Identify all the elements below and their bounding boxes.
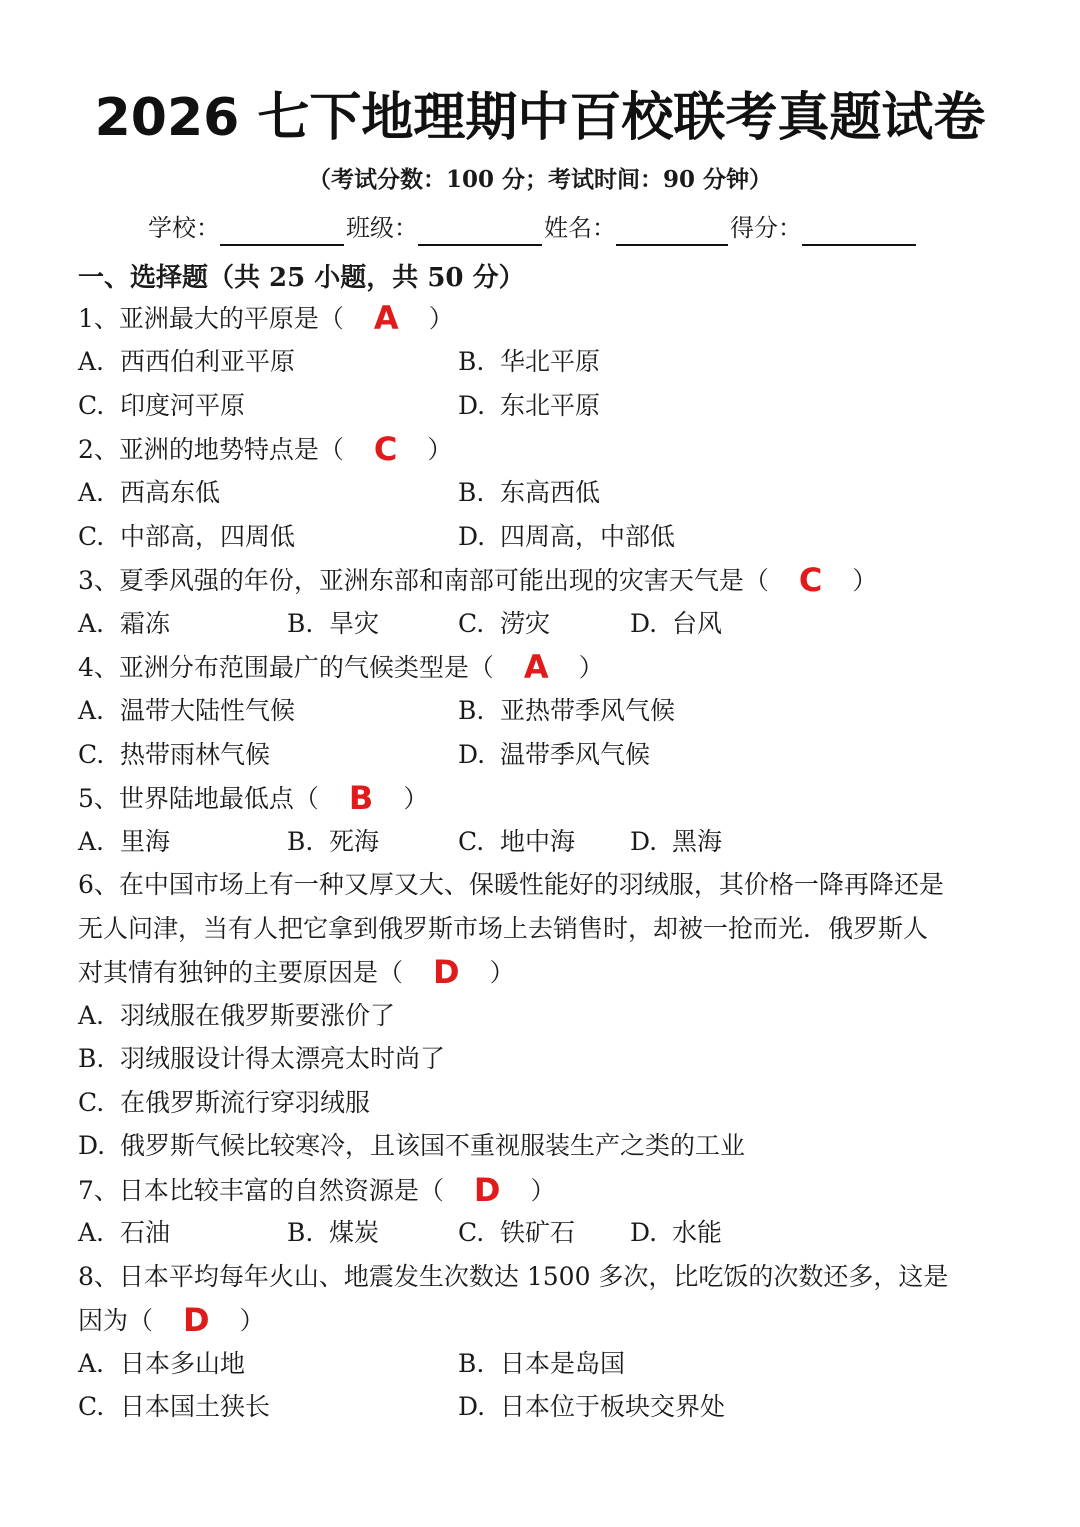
question-stem xyxy=(78,429,452,470)
option-key: C. xyxy=(78,740,105,769)
score-blank[interactable] xyxy=(802,218,916,246)
option-text: 霜冻 xyxy=(120,609,171,638)
option-d xyxy=(458,735,650,775)
stem-text: 7、日本比较丰富的自然资源是（ xyxy=(78,1176,444,1205)
section-title: 一、选择题（共 25 小题，共 50 分） xyxy=(78,263,525,293)
option-d xyxy=(630,822,722,862)
option-text: 羽绒服设计得太漂亮太时尚了 xyxy=(120,1044,446,1073)
answer-mark: A xyxy=(523,648,549,686)
stem-close: ） xyxy=(852,566,878,595)
option-text: 西西伯利亚平原 xyxy=(120,347,296,376)
option-key: B. xyxy=(287,609,314,638)
stem-close: ） xyxy=(530,1176,556,1205)
option-key: D. xyxy=(458,391,486,420)
answer-mark: D xyxy=(473,1171,501,1209)
option-text: 西高东低 xyxy=(120,478,221,507)
option-c xyxy=(458,1213,575,1253)
option-c xyxy=(78,735,270,775)
option-key: B. xyxy=(287,827,314,856)
option-key: B. xyxy=(458,347,485,376)
option-key: A. xyxy=(78,1349,105,1378)
option-b xyxy=(458,473,600,513)
option-text: 亚热带季风气候 xyxy=(500,696,676,725)
option-key: D. xyxy=(78,1131,106,1160)
option-key: A. xyxy=(78,347,105,376)
option-text: 羽绒服在俄罗斯要涨价了 xyxy=(120,1001,396,1030)
question-stem xyxy=(78,647,604,688)
stem-close: ） xyxy=(239,1306,265,1335)
option-d xyxy=(458,517,675,557)
option-a xyxy=(78,691,295,731)
option-text: 日本国土狭长 xyxy=(120,1392,271,1421)
option-key: C. xyxy=(78,522,105,551)
question-stem-line: 6、在中国市场上有一种又厚又大、保暖性能好的羽绒服，其价格一降再降还是 xyxy=(78,870,944,899)
option-d xyxy=(630,604,722,644)
answer-mark: A xyxy=(373,299,399,337)
option-d xyxy=(630,1213,722,1253)
option-key: A. xyxy=(78,478,105,507)
exam-title: 2026 七下地理期中百校联考真题试卷 xyxy=(94,88,986,148)
option-key: D. xyxy=(630,609,658,638)
answer-mark: B xyxy=(348,779,374,817)
option-key: A. xyxy=(78,1218,105,1247)
stem-text: 3、夏季风强的年份，亚洲东部和南部可能出现的灾害天气是（ xyxy=(78,566,769,595)
option-text: 温带大陆性气候 xyxy=(120,696,296,725)
answer-mark: C xyxy=(373,430,398,468)
option-text: 涝灾 xyxy=(500,609,551,638)
stem-close: ） xyxy=(427,435,453,464)
option-text: 铁矿石 xyxy=(500,1218,576,1247)
option-key: D. xyxy=(458,522,486,551)
option-key: C. xyxy=(78,1088,105,1117)
student-info-row xyxy=(148,206,918,246)
question-stem xyxy=(78,560,877,601)
option-text: 水能 xyxy=(672,1218,723,1247)
option-key: C. xyxy=(458,1218,485,1247)
option-text: 死海 xyxy=(329,827,380,856)
option-key: D. xyxy=(630,1218,658,1247)
option-key: C. xyxy=(458,827,485,856)
option-text: 东高西低 xyxy=(500,478,601,507)
option-c xyxy=(78,517,295,557)
option-text: 日本多山地 xyxy=(120,1349,246,1378)
option-key: A. xyxy=(78,827,105,856)
option-key: B. xyxy=(78,1044,105,1073)
name-label: 姓名： xyxy=(544,214,616,242)
question-stem xyxy=(78,778,428,819)
option-c xyxy=(458,604,550,644)
answer-mark: D xyxy=(183,1301,210,1339)
option-text: 在俄罗斯流行穿羽绒服 xyxy=(120,1088,371,1117)
option-text: 里海 xyxy=(120,827,171,856)
option-a xyxy=(78,604,170,644)
answer-mark: D xyxy=(433,953,460,991)
option-text: 中部高，四周低 xyxy=(120,522,296,551)
stem-close: ） xyxy=(578,653,604,682)
option-text: 煤炭 xyxy=(329,1218,380,1247)
option-c xyxy=(78,1083,370,1123)
question-stem xyxy=(78,952,515,993)
school-blank[interactable] xyxy=(220,218,344,246)
score-label: 得分： xyxy=(730,214,802,242)
option-a xyxy=(78,1344,245,1384)
option-a xyxy=(78,342,295,382)
option-text: 日本是岛国 xyxy=(500,1349,626,1378)
option-b xyxy=(458,691,675,731)
exam-subtitle: （考试分数：100 分；考试时间：90 分钟） xyxy=(307,166,773,193)
option-text: 四周高，中部低 xyxy=(500,522,676,551)
option-b xyxy=(287,822,379,862)
option-key: B. xyxy=(458,696,485,725)
option-text: 台风 xyxy=(672,609,723,638)
question-stem xyxy=(78,1300,265,1341)
option-c xyxy=(458,822,575,862)
option-text: 印度河平原 xyxy=(120,391,246,420)
option-text: 石油 xyxy=(120,1218,171,1247)
option-key: A. xyxy=(78,1001,105,1030)
question-stem xyxy=(78,298,454,339)
option-c xyxy=(78,1387,270,1427)
stem-text: 4、亚洲分布范围最广的气候类型是（ xyxy=(78,653,494,682)
answer-mark: C xyxy=(798,561,823,599)
stem-close: ） xyxy=(428,304,454,333)
option-b xyxy=(458,342,600,382)
stem-text: 因为（ xyxy=(78,1306,154,1335)
option-key: A. xyxy=(78,609,105,638)
option-d xyxy=(458,386,600,426)
option-key: D. xyxy=(458,1392,486,1421)
option-text: 热带雨林气候 xyxy=(120,740,271,769)
option-text: 温带季风气候 xyxy=(500,740,651,769)
stem-close: ） xyxy=(403,784,429,813)
stem-text: 5、世界陆地最低点（ xyxy=(78,784,319,813)
option-a xyxy=(78,996,395,1036)
option-b xyxy=(287,1213,379,1253)
class-label: 班级： xyxy=(346,214,418,242)
option-text: 地中海 xyxy=(500,827,576,856)
stem-close: ） xyxy=(489,958,515,987)
option-b xyxy=(458,1344,625,1384)
name-blank[interactable] xyxy=(616,218,728,246)
option-text: 俄罗斯气候比较寒冷，且该国不重视服装生产之类的工业 xyxy=(120,1131,746,1160)
option-key: B. xyxy=(458,1349,485,1378)
option-key: B. xyxy=(287,1218,314,1247)
option-c xyxy=(78,386,245,426)
option-d xyxy=(78,1126,745,1166)
stem-text: 2、亚洲的地势特点是（ xyxy=(78,435,344,464)
option-text: 东北平原 xyxy=(500,391,601,420)
class-blank[interactable] xyxy=(418,218,542,246)
option-key: D. xyxy=(630,827,658,856)
option-b xyxy=(287,604,379,644)
stem-text: 对其情有独钟的主要原因是（ xyxy=(78,958,404,987)
option-key: C. xyxy=(78,1392,105,1421)
question-stem xyxy=(78,1170,556,1211)
stem-text: 1、亚洲最大的平原是（ xyxy=(78,304,344,333)
option-text: 旱灾 xyxy=(329,609,380,638)
option-key: D. xyxy=(458,740,486,769)
option-text: 日本位于板块交界处 xyxy=(500,1392,726,1421)
option-key: A. xyxy=(78,696,105,725)
question-stem-line: 8、日本平均每年火山、地震发生次数达 1500 多次，比吃饭的次数还多，这是 xyxy=(78,1262,949,1291)
option-d xyxy=(458,1387,725,1427)
option-text: 黑海 xyxy=(672,827,723,856)
school-label: 学校： xyxy=(148,214,220,242)
question-stem-line: 无人问津，当有人把它拿到俄罗斯市场上去销售时，却被一抢而光．俄罗斯人 xyxy=(78,914,929,943)
option-text: 华北平原 xyxy=(500,347,601,376)
option-a xyxy=(78,1213,170,1253)
option-key: B. xyxy=(458,478,485,507)
option-key: C. xyxy=(78,391,105,420)
option-a xyxy=(78,473,220,513)
option-a xyxy=(78,822,170,862)
option-b xyxy=(78,1039,445,1079)
option-key: C. xyxy=(458,609,485,638)
